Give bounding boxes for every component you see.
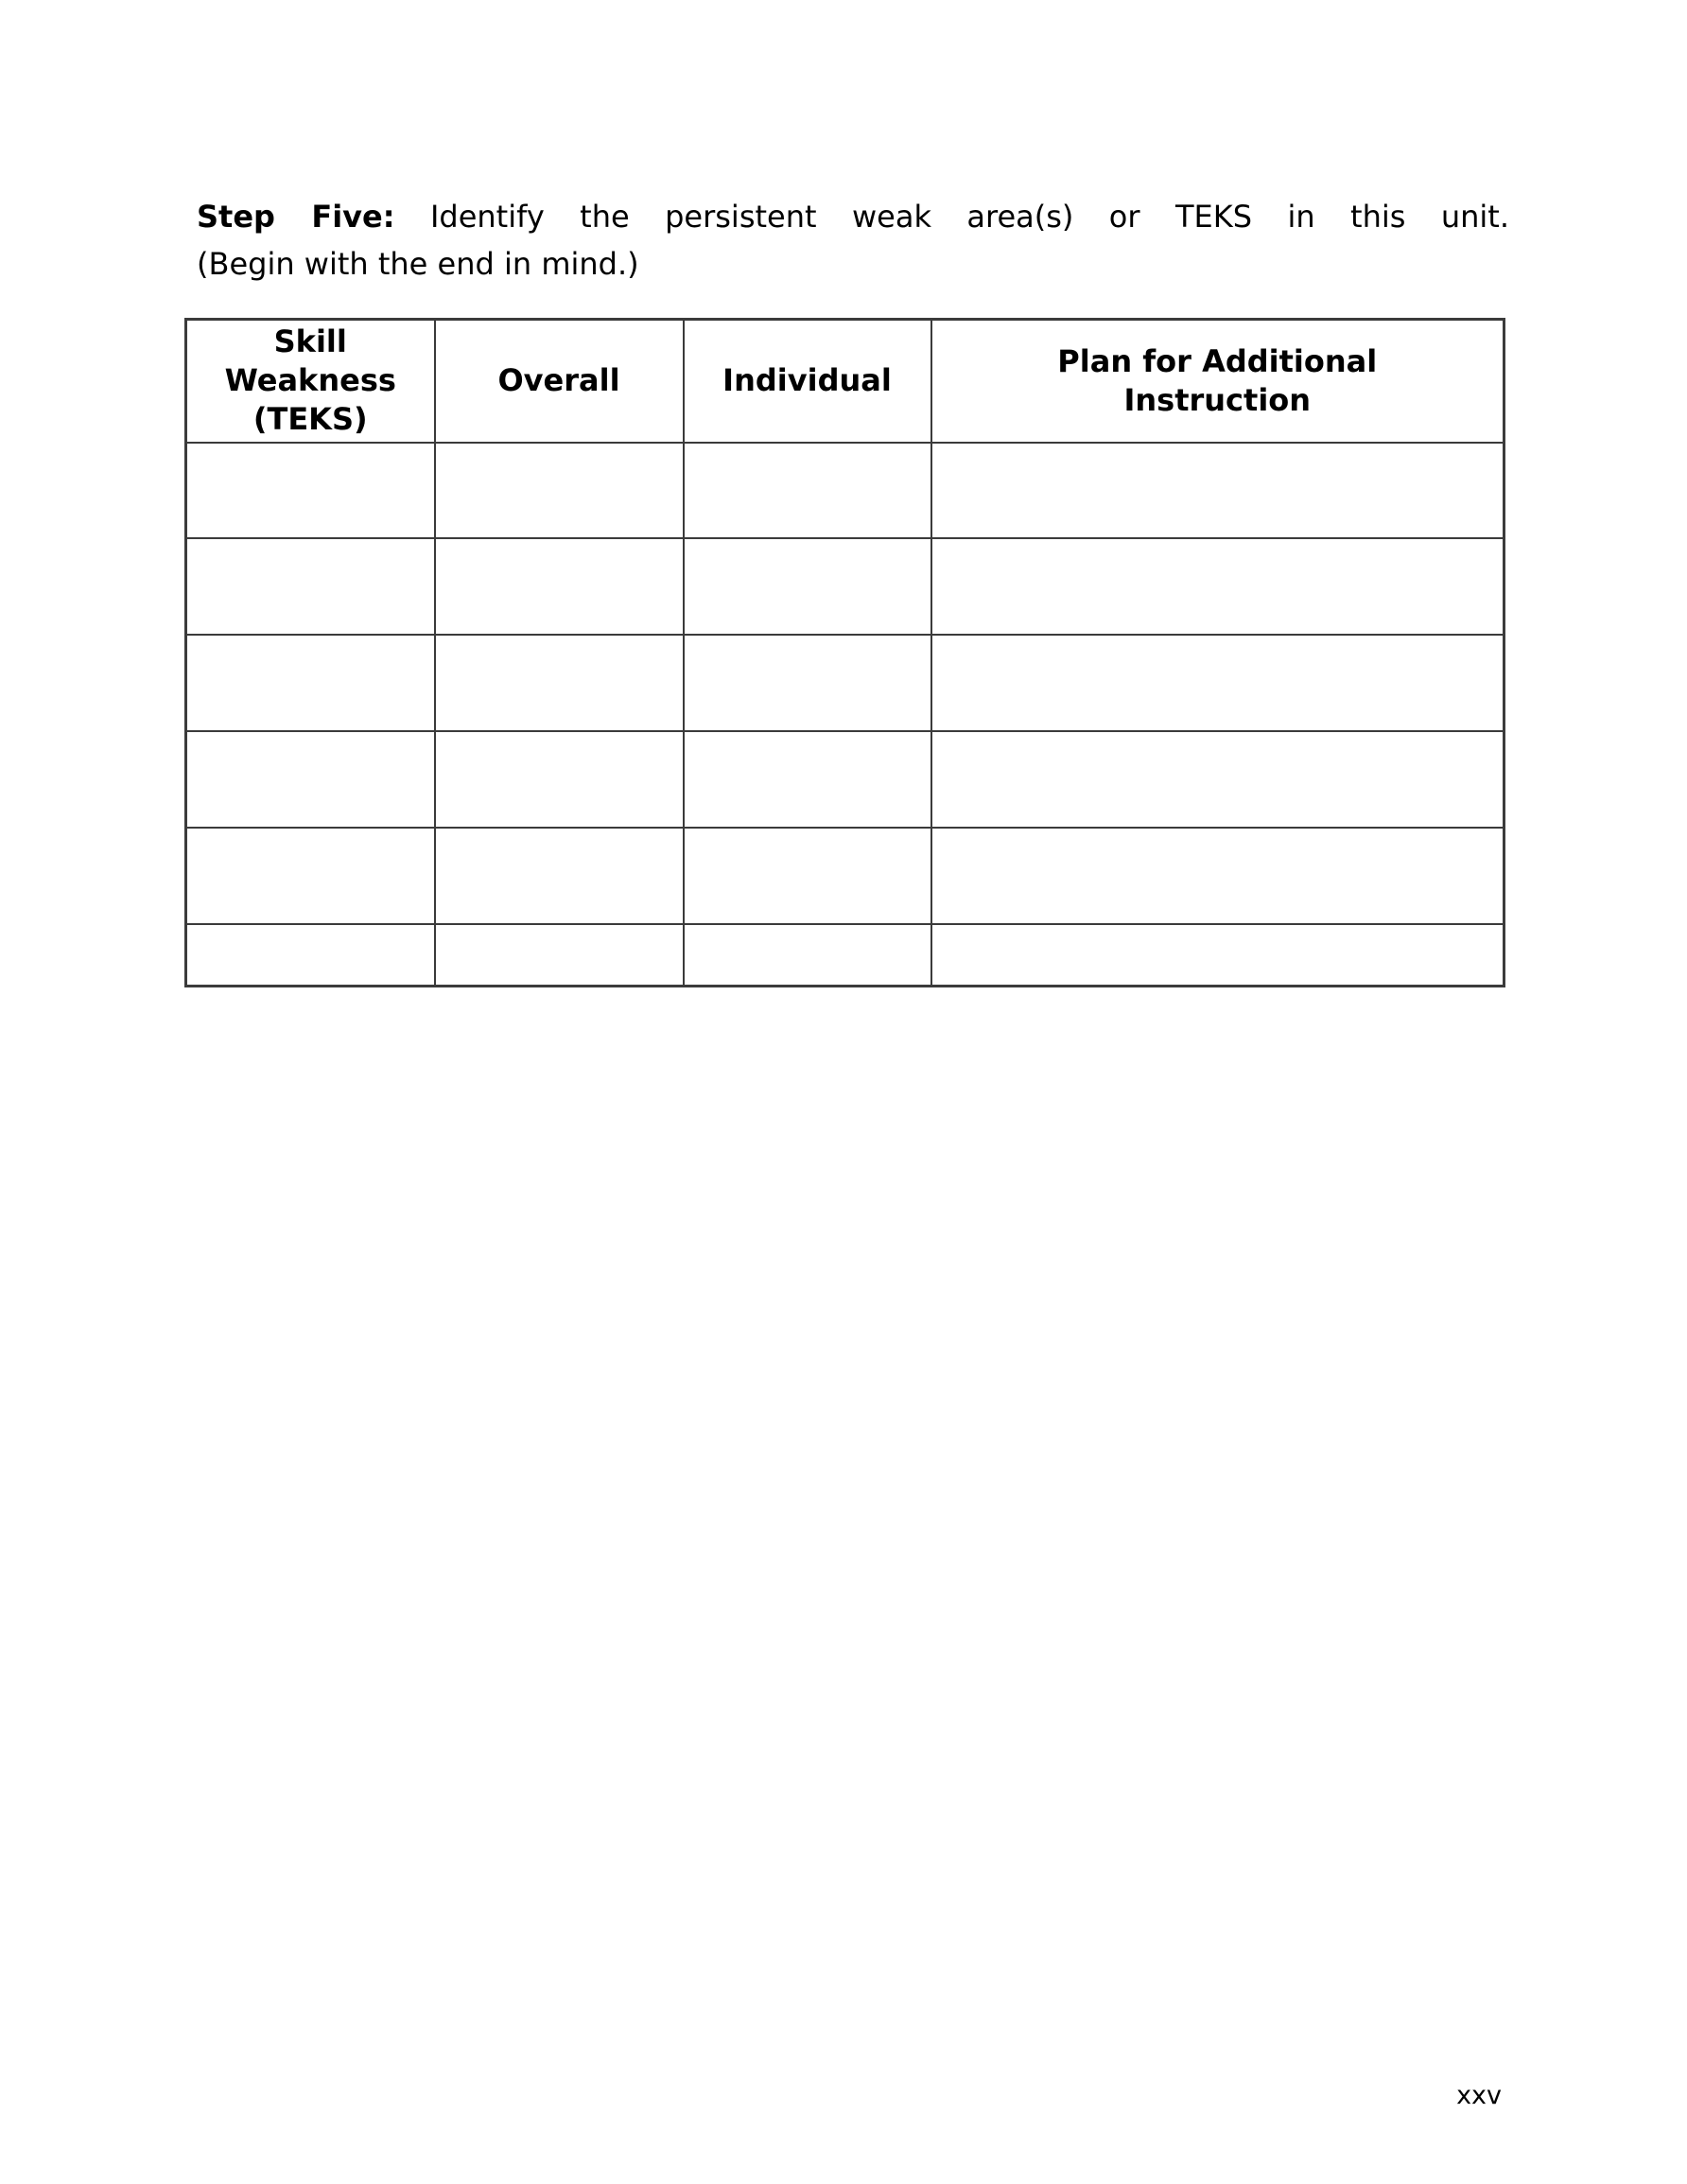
- skill-weakness-table-container: [184, 318, 1505, 987]
- empty-cell: [684, 924, 931, 987]
- skill-weakness-table: [184, 318, 1505, 987]
- column-header-overall: [435, 320, 684, 443]
- empty-cell: [435, 828, 684, 924]
- table-body: [186, 443, 1504, 987]
- empty-cell: [186, 538, 435, 635]
- empty-cell: [931, 635, 1504, 731]
- column-header-overall-label: Overall: [497, 362, 620, 399]
- empty-cell: [186, 443, 435, 538]
- empty-cell: [435, 538, 684, 635]
- empty-cell: [684, 635, 931, 731]
- empty-cell: [186, 731, 435, 828]
- empty-cell: [684, 443, 931, 538]
- column-header-plan: [931, 320, 1504, 443]
- empty-cell: [684, 538, 931, 635]
- empty-cell: [186, 828, 435, 924]
- empty-cell: [186, 924, 435, 987]
- empty-cell: [684, 828, 931, 924]
- empty-cell: [931, 443, 1504, 538]
- table-header-row: [186, 320, 1504, 443]
- empty-cell: [684, 731, 931, 828]
- empty-cell: [931, 828, 1504, 924]
- empty-cell: [186, 635, 435, 731]
- page-number: xxv: [1456, 2081, 1502, 2110]
- column-header-plan-label: Plan for Additional Instruction: [1057, 342, 1378, 418]
- step-instruction-text: Identify the persistent weak area(s) or TEKS in this unit.: [429, 199, 1510, 235]
- column-header-skill-weakness-label: Skill Weakness (TEKS): [224, 323, 396, 438]
- table-row: [186, 731, 1504, 828]
- table-row: [186, 635, 1504, 731]
- step-label: Step Five:: [197, 199, 395, 235]
- step-instruction-line2: (Begin with the end in mind.): [197, 246, 639, 282]
- empty-cell: [931, 731, 1504, 828]
- step-instruction-paragraph: [197, 193, 1509, 288]
- empty-cell: [931, 538, 1504, 635]
- table-row: [186, 828, 1504, 924]
- table-row: [186, 538, 1504, 635]
- empty-cell: [435, 635, 684, 731]
- column-header-individual: [684, 320, 931, 443]
- table-row: [186, 443, 1504, 538]
- table-row: [186, 924, 1504, 987]
- column-header-skill-weakness: [186, 320, 435, 443]
- empty-cell: [435, 443, 684, 538]
- empty-cell: [435, 924, 684, 987]
- step-instruction-line1: [197, 193, 1509, 240]
- column-header-individual-label: Individual: [722, 362, 892, 399]
- empty-cell: [435, 731, 684, 828]
- empty-cell: [931, 924, 1504, 987]
